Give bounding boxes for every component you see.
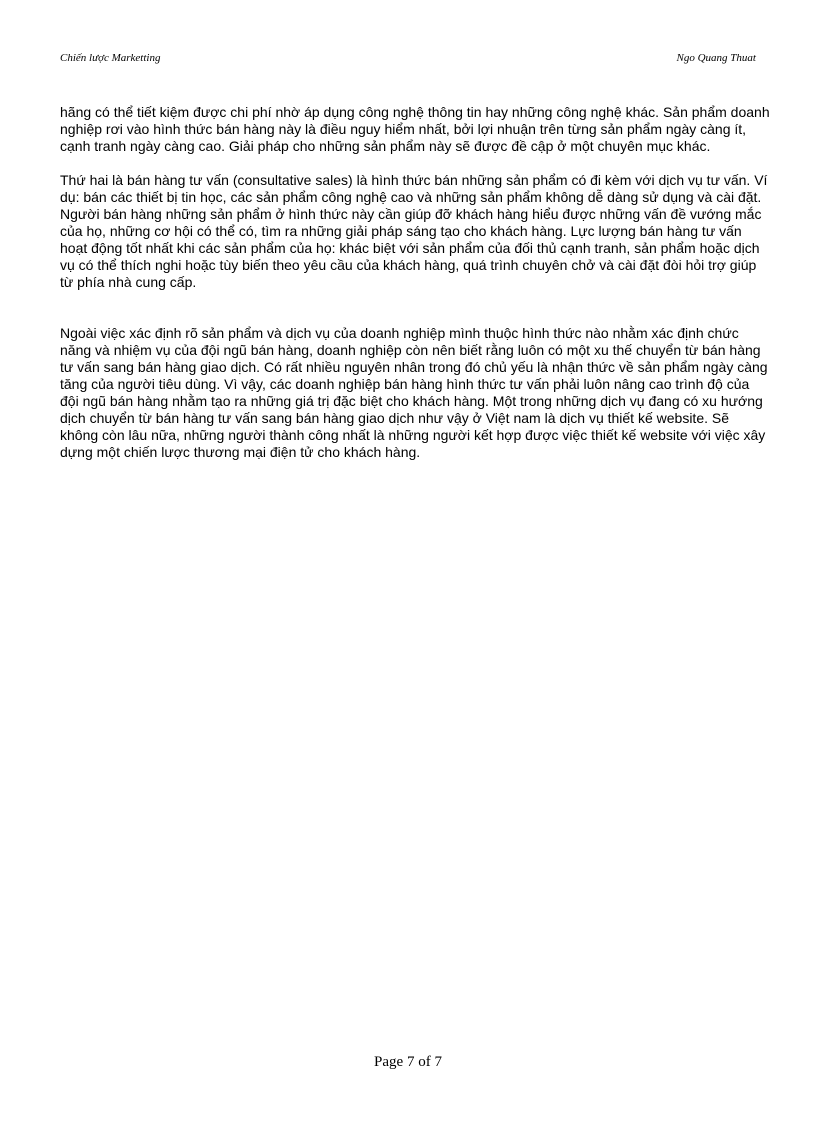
page-number: Page 7 of 7 — [374, 1054, 442, 1070]
header-title: Chiến lược Marketting — [60, 52, 161, 64]
paragraph-3: Ngoài việc xác định rõ sản phẩm và dịch vụ của doanh nghiệp mình thuộc hình thức nào nhằm xác định chức năng và nhiệm vụ của đội ngũ bán hàng, doanh nghiệp còn nên biết rằng luôn có một xu thế chuyển từ bán hàng tư vấn sang bán hàng giao dịch. Có rất nhiều nguyên nhân trong đó chủ yếu là nhận thức về sản phẩm ngày càng tăng của người tiêu dùng. Vì vậy, các doanh nghiệp bán hàng hình thức tư vấn phải luôn nâng cao trình độ của đội ngũ bán hàng nhằm tạo ra những giá trị đặc biệt cho khách hàng. Một trong những dịch vụ đang có xu hướng dịch chuyển từ bán hàng tư vấn sang bán hàng giao dịch như vậy ở Việt nam là dịch vụ thiết kế website. Sẽ không còn lâu nữa, những người thành công nhất là những người kết hợp được việc thiết kế website với việc xây dựng một chiến lược thương mại điện tử cho khách hàng. — [60, 325, 768, 460]
page-footer — [0, 1054, 816, 1071]
paragraph-1: hãng có thể tiết kiệm được chi phí nhờ áp dụng công nghệ thông tin hay những công nghệ khác. Sản phẩm doanh nghiệp rơi vào hình thức bán hàng này là điều nguy hiểm nhất, bởi lợi nhuận trên từng sản phẩm ngày càng ít, cạnh tranh ngày càng cao. Giải pháp cho những sản phẩm này sẽ được đề cập ở một chuyên mục khác. — [60, 104, 770, 154]
page-header — [60, 52, 756, 70]
paragraph-2: Thứ hai là bán hàng tư vấn (consultative sales) là hình thức bán những sản phẩm có đi kèm với dịch vụ tư vấn. Ví dụ: bán các thiết bị tin học, các sản phẩm công nghệ cao và những sản phẩm không dễ dàng sử dụng và cài đặt. Người bán hàng những sản phẩm ở hình thức này cần giúp đỡ khách hàng hiểu được những vấn đề vướng mắc của họ, những cơ hội có thể có, tìm ra những giải pháp sáng tạo cho khách hàng. Lực lượng bán hàng tư vấn hoạt động tốt nhất khi các sản phẩm của họ: khác biệt với sản phẩm của đối thủ cạnh tranh, sản phẩm hoặc dịch vụ có thể thích nghi hoặc tùy biến theo yêu cầu của khách hàng, quá trình chuyên chở và cài đặt đòi hỏi trợ giúp từ phía nhà cung cấp. — [60, 172, 768, 290]
header-author: Ngo Quang Thuat — [676, 52, 756, 64]
document-body — [60, 104, 770, 461]
